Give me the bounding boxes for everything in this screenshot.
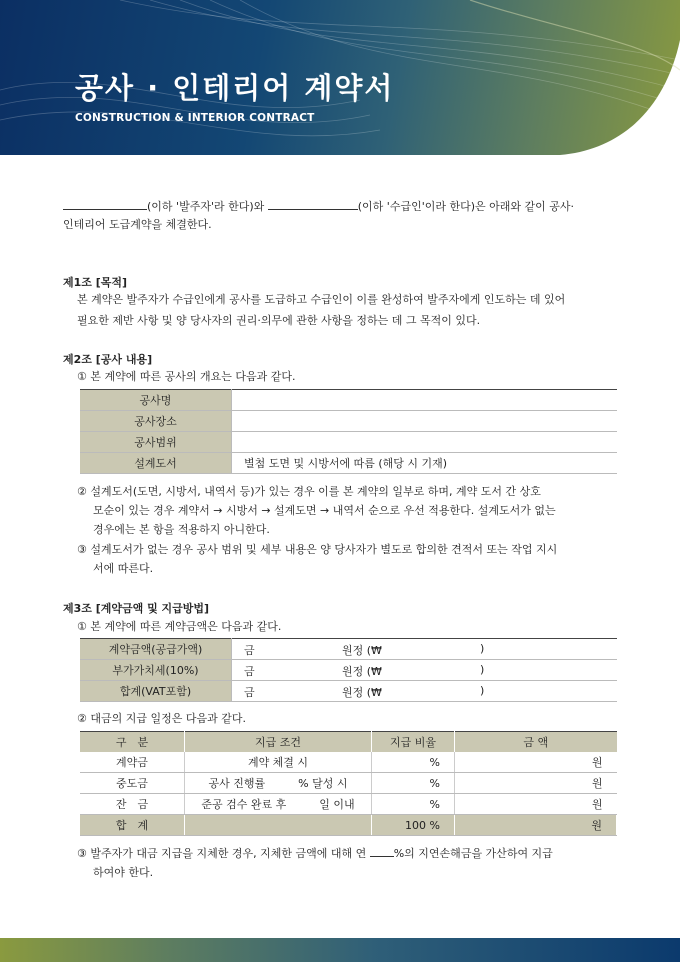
row-label: 부가가치세(10%) [80,660,232,681]
row-label: 공사명 [80,390,232,411]
payment-amount[interactable]: 원 [455,794,617,815]
client-name-blank[interactable] [63,197,147,210]
article-3-item-2: ② 대금의 지급 일정은 다음과 같다. [77,712,246,725]
project-location-field[interactable] [232,411,618,432]
col-header-condition: 지급 조건 [185,732,372,753]
table-row [80,681,617,702]
article-1-title: 제1조 [목적] [63,276,128,289]
table-total-row [80,815,617,836]
article-1-line-2: 필요한 제반 사항 및 양 당사자의 권리·의무에 관한 사항을 정하는 데 그 목적이 있다. [77,314,481,327]
document-subtitle: CONSTRUCTION & INTERIOR CONTRACT [75,112,315,124]
article-2-title: 제2조 [공사 내용] [63,353,153,366]
row-label: 설계도서 [80,453,232,474]
total-field[interactable]: 금 원정 (₩ ) [232,681,618,702]
col-header-type: 구 분 [80,732,185,753]
total-label: 합 계 [80,815,185,836]
table-row [80,660,617,681]
article-2-item-1: ① 본 계약에 따른 공사의 개요는 다음과 같다. [77,370,296,383]
payment-condition[interactable]: 공사 진행률 % 달성 시 [185,773,372,794]
payment-type: 중도금 [80,773,185,794]
col-header-amount: 금 액 [455,732,617,753]
article-3-title: 제3조 [계약금액 및 지급방법] [63,602,210,615]
intro-text-b: (이하 '수급인'이라 한다)은 아래와 같이 공사· [357,200,575,213]
article-2-item-2-line-1: ② 설계도서(도면, 시방서, 내역서 등)가 있는 경우 이를 본 계약의 일부로 하며, 계약 도서 간 상호 [77,485,541,498]
row-label: 계약금액(공급가액) [80,639,232,660]
project-name-field[interactable] [232,390,618,411]
article-2-item-2-line-2: 모순이 있는 경우 계약서 → 시방서 → 설계도면 → 내역서 순으로 우선 적용한다. 설계도서가 없는 [93,504,556,517]
design-docs-field[interactable]: 별첨 도면 및 시방서에 따름 (해당 시 기재) [232,453,618,474]
article-3-item-3-line-1: ③ 발주자가 대금 지급을 지체한 경우, 지체한 금액에 대해 연 %의 지연손해금을 가산하여 지급 [77,843,553,865]
article-1-line-1: 본 계약은 발주자가 수급인에게 공사를 도급하고 수급인이 이를 완성하여 발주자에게 인도하는 데 있어 [77,293,566,306]
article-3-item-1: ① 본 계약에 따른 계약금액은 다음과 같다. [77,620,282,633]
payment-amount[interactable]: 원 [455,752,617,773]
payment-amount[interactable]: 원 [455,773,617,794]
table-header-row [80,732,617,753]
footer-bar [0,938,680,962]
table-row [80,411,617,432]
table-row [80,794,617,815]
article-3-item-3-line-2: 하여야 한다. [93,866,154,879]
row-label: 공사범위 [80,432,232,453]
payment-condition[interactable]: 준공 검수 완료 후 일 이내 [185,794,372,815]
payment-ratio[interactable]: % [372,773,455,794]
table-row [80,453,617,474]
table-row [80,639,617,660]
table-row [80,390,617,411]
payment-ratio[interactable]: % [372,752,455,773]
row-label: 합계(VAT포함) [80,681,232,702]
article-2-item-3-line-1: ③ 설계도서가 없는 경우 공사 범위 및 세부 내용은 양 당사자가 별도로 합의한 견적서 또는 작업 지시 [77,543,558,556]
project-scope-field[interactable] [232,432,618,453]
article-2-item-3-line-2: 서에 따른다. [93,562,154,575]
total-ratio: 100 % [372,815,455,836]
contract-amount-table [80,638,617,702]
row-label: 공사장소 [80,411,232,432]
intro-line-2: 인테리어 도급계약을 체결한다. [63,218,212,231]
col-header-ratio: 지급 비율 [372,732,455,753]
article-2-item-2-line-3: 경우에는 본 항을 적용하지 아니한다. [93,523,270,536]
document-title: 공사 · 인테리어 계약서 [75,71,395,105]
payment-type: 잔 금 [80,794,185,815]
intro-text-a: (이하 '발주자'라 한다)와 [147,200,265,213]
table-row [80,773,617,794]
payment-condition: 계약 체결 시 [185,752,372,773]
payment-ratio[interactable]: % [372,794,455,815]
payment-type: 계약금 [80,752,185,773]
construction-overview-table [80,389,617,474]
contractor-name-blank[interactable] [268,197,358,210]
header-banner [0,0,680,155]
late-interest-rate-blank[interactable] [370,844,394,857]
table-row [80,752,617,773]
total-condition [185,815,372,836]
vat-field[interactable]: 금 원정 (₩ ) [232,660,618,681]
payment-schedule-table [80,731,617,836]
total-amount[interactable]: 원 [455,815,617,836]
table-row [80,432,617,453]
amount-field[interactable]: 금 원정 (₩ ) [232,639,618,660]
